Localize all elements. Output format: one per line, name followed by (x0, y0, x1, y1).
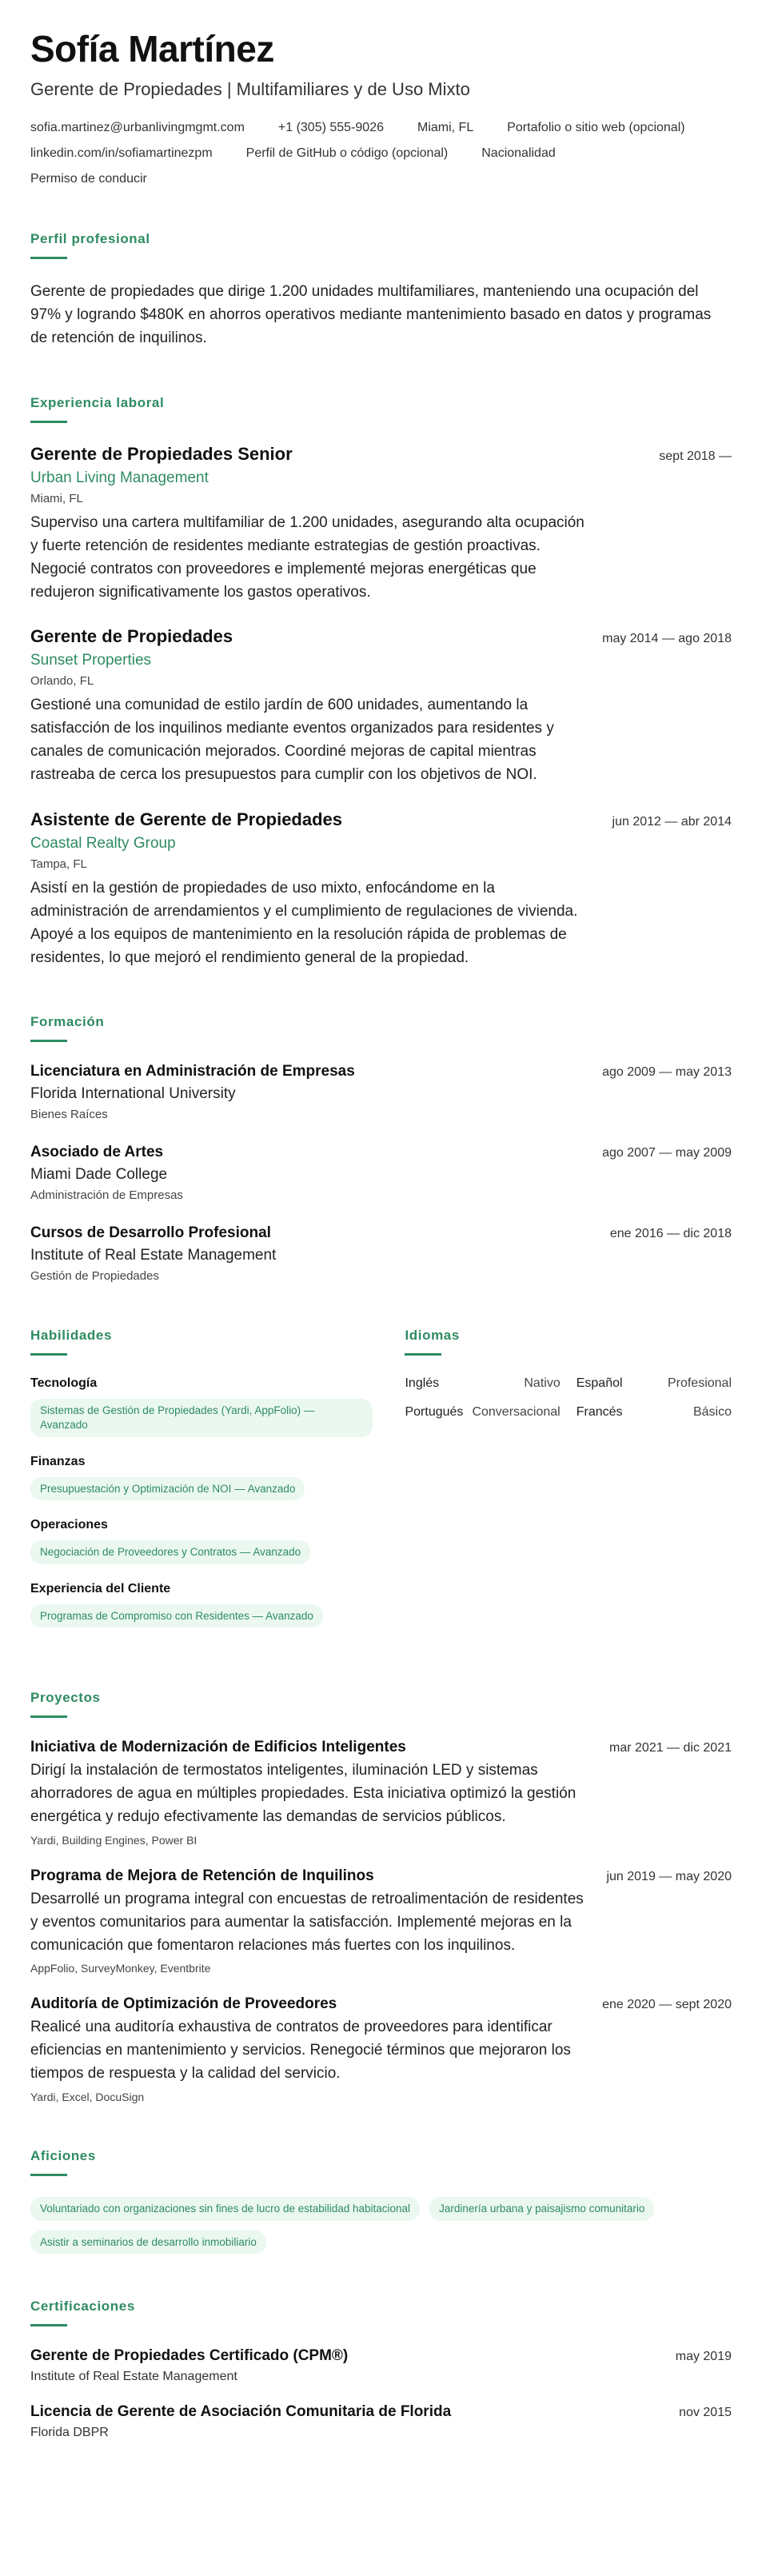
skill-category (30, 1376, 373, 1436)
hobby-pill: Voluntariado con organizaciones sin fines de lucro de estabilidad habitacional (30, 2197, 420, 2221)
contact-info (30, 121, 732, 186)
projects-heading: Proyectos (30, 1690, 101, 1706)
project-title: Auditoría de Optimización de Proveedores (30, 1995, 337, 2013)
languages-section (405, 1328, 732, 1645)
skill-category-name: Experiencia del Cliente (30, 1581, 171, 1596)
project-title: Programa de Mejora de Retención de Inquilinos (30, 1867, 374, 1884)
job-location: Orlando, FL (30, 674, 94, 689)
education-date: ago 2009 — may 2013 (602, 1065, 732, 1080)
job-entry (30, 809, 732, 970)
section-divider (30, 421, 67, 423)
hobbies-section (30, 2148, 732, 2254)
project-tech: Yardi, Building Engines, Power BI (30, 1833, 197, 1847)
hobby-pill: Asistir a seminarios de desarrollo inmobiliario (30, 2231, 266, 2254)
candidate-name: Sofía Martínez (30, 28, 274, 70)
language-item (576, 1405, 732, 1420)
education-section (30, 1014, 732, 1283)
certification-entry (30, 2403, 732, 2440)
skills-heading: Habilidades (30, 1328, 113, 1344)
job-date: sept 2018 — (659, 449, 732, 463)
job-title: Gerente de Propiedades Senior (30, 443, 293, 464)
skill-category (30, 1582, 373, 1628)
certification-issuer: Institute of Real Estate Management (30, 2370, 237, 2384)
job-location: Tampa, FL (30, 857, 87, 871)
skill-category-name: Finanzas (30, 1454, 86, 1468)
skill-pill: Presupuestación y Optimización de NOI — Avanzado (30, 1477, 305, 1501)
summary-section (30, 231, 732, 350)
project-entry (30, 1739, 732, 1847)
project-title: Iniciativa de Modernización de Edificios Inteligentes (30, 1739, 406, 1756)
project-tech: Yardi, Excel, DocuSign (30, 2091, 145, 2104)
candidate-headline: Gerente de Propiedades | Multifamiliares y de Uso Mixto (30, 78, 470, 99)
job-date: jun 2012 — abr 2014 (612, 814, 732, 829)
language-name: Francés (576, 1405, 623, 1420)
section-divider (30, 257, 67, 259)
skill-pill: Programas de Compromiso con Residentes — Avanzado (30, 1604, 323, 1628)
language-item (405, 1405, 560, 1420)
contact-portfolio[interactable]: Portafolio o sitio web (opcional) (507, 120, 685, 134)
experience-section (30, 395, 732, 970)
language-level: Profesional (667, 1376, 732, 1391)
education-school: Miami Dade College (30, 1166, 168, 1184)
summary-heading: Perfil profesional (30, 230, 150, 246)
contact-github[interactable]: Perfil de GitHub o código (opcional) (245, 146, 449, 160)
project-description: Realicé una auditoría exhaustiva de contratos de proveedores para identificar eficiencias en mantenimiento y servicios. Renegocié términos que mejoraron los tiempos de respuesta y la calidad del servicio. (30, 2019, 571, 2083)
education-date: ene 2016 — dic 2018 (609, 1227, 732, 1241)
section-divider (30, 2174, 67, 2176)
language-name: Portugués (405, 1405, 464, 1420)
project-description: Dirigí la instalación de termostatos inteligentes, iluminación LED y sistemas ahorradores de agua en múltiples propiedades. Esta iniciativa optimizó la gestión energética y redujo efectivamente las demandas de servicios públicos. (30, 1762, 576, 1825)
skill-pill: Negociación de Proveedores y Contratos — Avanzado (30, 1540, 310, 1564)
project-description: Desarrollé un programa integral con encuestas de retroalimentación de residentes y eventos comunitarios para aumentar la satisfacción. Implementé mejoras en la comunicación que fomentaron relaciones más fuertes con los inquilinos. (30, 1890, 584, 1954)
language-name: Español (576, 1376, 623, 1391)
language-level: Básico (692, 1405, 732, 1420)
project-date: ene 2020 — sept 2020 (602, 1998, 732, 2012)
skills-languages-row (30, 1328, 732, 1645)
education-degree: Asociado de Artes (30, 1144, 164, 1161)
language-name: Inglés (405, 1376, 440, 1391)
job-description: Gestioné una comunidad de estilo jardín de 600 unidades, aumentando la satisfacción de los inquilinos mediante eventos organizados para residentes y canales de comunicación mejorados. Coordiné mejoras de capital mientras rastreaba de cerca los presupuestos para cumplir con los objetivos de NOI. (30, 697, 554, 784)
education-field: Bienes Raíces (30, 1108, 108, 1122)
hobby-pill: Jardinería urbana y paisajismo comunitario (429, 2197, 654, 2221)
skill-category-name: Tecnología (30, 1376, 98, 1391)
education-date: ago 2007 — may 2009 (602, 1146, 732, 1160)
certification-date: may 2019 (675, 2350, 732, 2364)
language-level: Nativo (524, 1376, 561, 1391)
education-entry (30, 1063, 732, 1121)
skill-category-name: Operaciones (30, 1518, 108, 1532)
education-heading: Formación (30, 1014, 105, 1030)
contact-location: Miami, FL (417, 120, 474, 134)
skill-category (30, 1455, 373, 1501)
job-title: Gerente de Propiedades (30, 626, 233, 647)
section-divider (30, 1715, 67, 1718)
contact-linkedin[interactable]: linkedin.com/in/sofiamartinezpm (30, 146, 213, 160)
section-divider (30, 2324, 67, 2326)
certification-name: Licencia de Gerente de Asociación Comunitaria de Florida (30, 2403, 452, 2421)
project-entry (30, 1995, 732, 2103)
hobbies-list (30, 2197, 732, 2254)
skill-pill: Sistemas de Gestión de Propiedades (Yardi, AppFolio) — Avanzado (30, 1399, 373, 1436)
language-item (576, 1376, 732, 1391)
contact-phone[interactable]: +1 (305) 555-9026 (277, 120, 384, 134)
certification-entry (30, 2347, 732, 2384)
job-date: may 2014 — ago 2018 (602, 632, 732, 646)
section-divider (405, 1353, 441, 1356)
languages-grid (405, 1376, 732, 1420)
job-entry (30, 626, 732, 787)
education-degree: Licenciatura en Administración de Empresas (30, 1063, 355, 1080)
certification-name: Gerente de Propiedades Certificado (CPM®) (30, 2347, 349, 2365)
education-degree: Cursos de Desarrollo Profesional (30, 1224, 271, 1242)
education-entry (30, 1144, 732, 1202)
job-company: Sunset Properties (30, 652, 152, 669)
certification-issuer: Florida DBPR (30, 2426, 109, 2440)
experience-heading: Experiencia laboral (30, 394, 165, 410)
education-school: Florida International University (30, 1085, 236, 1103)
section-divider (30, 1040, 67, 1042)
job-description: Asistí en la gestión de propiedades de uso mixto, enfocándome en la administración de arrendamientos y el cumplimiento de regulaciones de vivienda. Apoyé a los equipos de mantenimiento en la resolución rápida de problemas de residentes, lo que mejoró el rendimiento general de la propiedad. (30, 879, 578, 966)
contact-driving-license: Permiso de conducir (30, 171, 147, 186)
job-company: Coastal Realty Group (30, 834, 176, 852)
contact-nationality: Nacionalidad (481, 146, 556, 160)
education-entry (30, 1224, 732, 1283)
project-date: jun 2019 — may 2020 (606, 1869, 732, 1883)
education-field: Gestión de Propiedades (30, 1269, 159, 1284)
education-school: Institute of Real Estate Management (30, 1247, 277, 1264)
language-item (405, 1376, 560, 1391)
languages-heading: Idiomas (405, 1328, 460, 1344)
hobbies-heading: Aficiones (30, 2148, 96, 2164)
language-level: Conversacional (472, 1405, 561, 1420)
project-date: mar 2021 — dic 2021 (609, 1741, 732, 1755)
certifications-heading: Certificaciones (30, 2298, 135, 2314)
projects-section (30, 1690, 732, 2103)
job-entry (30, 444, 732, 605)
skill-category (30, 1518, 373, 1564)
certifications-section (30, 2298, 732, 2440)
skills-section (30, 1328, 373, 1645)
project-tech: AppFolio, SurveyMonkey, Eventbrite (30, 1962, 211, 1975)
job-location: Miami, FL (30, 491, 83, 505)
summary-text: Gerente de propiedades que dirige 1.200 unidades multifamiliares, manteniendo una ocupación del 97% y logrando $480K en ahorros operativos mediante mantenimiento basado en datos y programas de retención de inquilinos. (30, 282, 712, 347)
project-entry (30, 1867, 732, 1975)
job-description: Superviso una cartera multifamiliar de 1.200 unidades, asegurando alta ocupación y fuerte retención de residentes mediante estrategias de gestión proactivas. Negocié contratos con proveedores e implementé mejoras energéticas que redujeron significativamente los gastos operativos. (30, 513, 584, 601)
certification-date: nov 2015 (679, 2406, 732, 2420)
section-divider (30, 1353, 67, 1356)
job-company: Urban Living Management (30, 469, 209, 486)
contact-email[interactable]: sofia.martinez@urbanlivingmgmt.com (30, 120, 245, 134)
job-title: Asistente de Gerente de Propiedades (30, 809, 343, 829)
education-field: Administración de Empresas (30, 1188, 183, 1203)
resume-header (30, 29, 732, 186)
